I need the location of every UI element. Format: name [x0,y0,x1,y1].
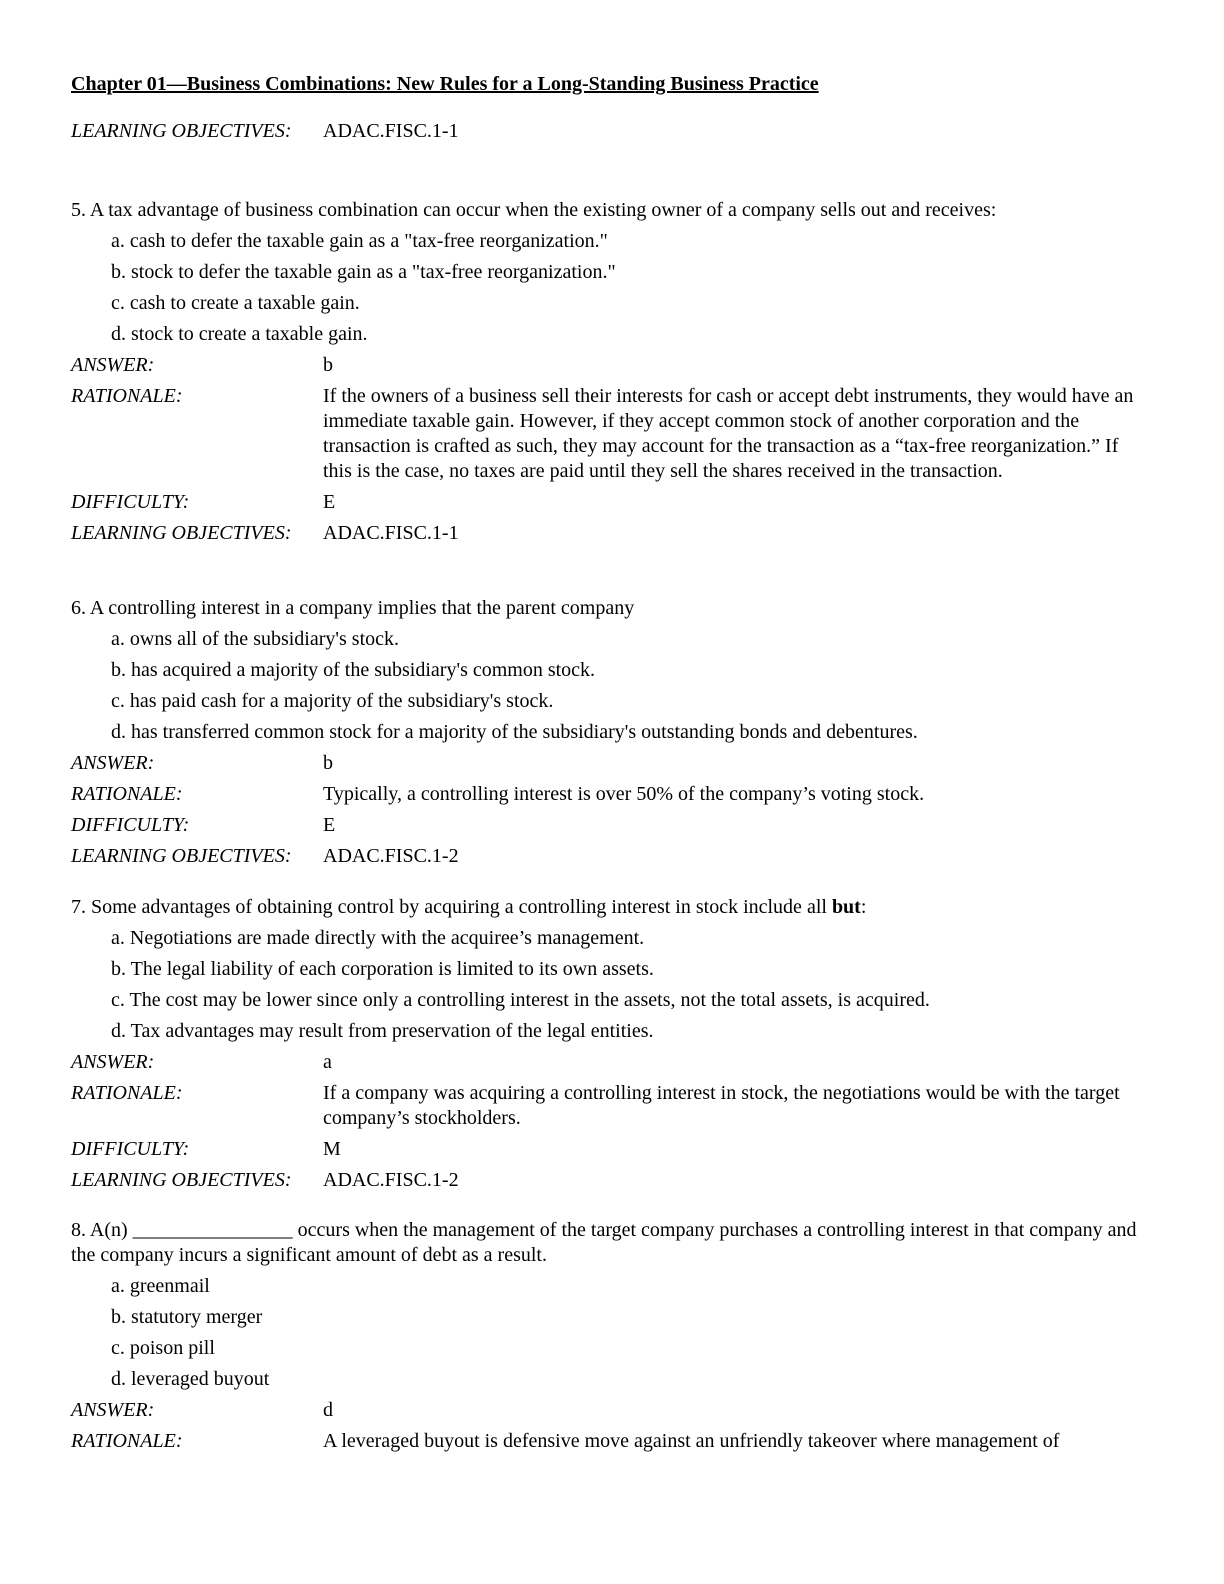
answer-row [71,1398,1141,1423]
answer-row [71,353,1141,378]
option-b: b. has acquired a majority of the subsidiary's common stock. [111,659,596,681]
document-page [71,71,1141,1452]
answer-label: ANSWER: [71,354,155,376]
difficulty-row [71,1137,1141,1162]
option-d: d. has transferred common stock for a majority of the subsidiary's outstanding bonds and debentures. [111,721,918,743]
learning-objectives-value: ADAC.FISC.1-1 [323,120,459,142]
option-d: d. stock to create a taxable gain. [111,323,368,345]
question-6 [71,596,1141,869]
option-b: b. stock to defer the taxable gain as a "tax-free reorganization." [111,261,616,283]
answer-value: a [323,1051,332,1073]
learning-objectives-label: LEARNING OBJECTIVES: [71,522,292,544]
question-meta [71,353,1141,546]
option-a: a. owns all of the subsidiary's stock. [111,628,400,650]
question-meta [71,1398,1141,1454]
difficulty-value: M [323,1138,341,1160]
answer-row [71,751,1141,776]
difficulty-row [71,490,1141,515]
option-c: c. cash to create a taxable gain. [111,292,360,314]
option-c: c. The cost may be lower since only a controlling interest in the assets, not the total assets, is acquired. [111,989,930,1011]
question-stem: 5. A tax advantage of business combination can occur when the existing owner of a company sells out and receives: [71,199,997,221]
difficulty-label: DIFFICULTY: [71,491,190,513]
option-b: b. The legal liability of each corporation is limited to its own assets. [111,958,654,980]
rationale-label: RATIONALE: [71,1430,183,1452]
question-stem: 6. A controlling interest in a company implies that the parent company [71,597,635,619]
difficulty-row [71,813,1141,838]
difficulty-label: DIFFICULTY: [71,1138,190,1160]
rationale-label: RATIONALE: [71,783,183,805]
question-5 [71,198,1141,546]
learning-objectives-label: LEARNING OBJECTIVES: [71,845,292,867]
difficulty-value: E [323,491,336,513]
learning-objectives-row [71,1168,1141,1193]
option-d: d. Tax advantages may result from preservation of the legal entities. [111,1020,654,1042]
question-meta [71,1050,1141,1193]
question-8 [71,1218,1141,1454]
difficulty-label: DIFFICULTY: [71,814,190,836]
answer-label: ANSWER: [71,1399,155,1421]
rationale-value: If the owners of a business sell their interests for cash or accept debt instruments, they would have an immediate taxable gain. However, if they accept common stock of another corporation and the transaction is crafted as such, they may account for the transaction as a “tax-free reorganization.” If this is the case, no taxes are paid until they sell the shares received in the transaction. [323,385,1134,482]
learning-objectives-row [71,521,1141,546]
option-c: c. has paid cash for a majority of the subsidiary's stock. [111,690,554,712]
question-stem [71,895,1141,920]
answer-options [71,1274,1141,1392]
rationale-value: Typically, a controlling interest is over 50% of the company’s voting stock. [323,783,925,805]
option-a: a. cash to defer the taxable gain as a "tax-free reorganization." [111,230,608,252]
option-b: b. statutory merger [111,1306,263,1328]
rationale-label: RATIONALE: [71,1082,183,1104]
answer-value: b [323,752,333,774]
rationale-row [71,1081,1141,1131]
learning-objectives-row [71,844,1141,869]
answer-options [71,229,1141,347]
option-a: a. greenmail [111,1275,210,1297]
learning-objectives-value: ADAC.FISC.1-2 [323,845,459,867]
option-a: a. Negotiations are made directly with the acquiree’s management. [111,927,645,949]
answer-value: d [323,1399,333,1421]
option-d: d. leveraged buyout [111,1368,270,1390]
answer-row [71,1050,1141,1075]
learning-objectives-label: LEARNING OBJECTIVES: [71,120,292,142]
rationale-row [71,1429,1141,1454]
answer-label: ANSWER: [71,752,155,774]
question-stem-text: 7. Some advantages of obtaining control by acquiring a controlling interest in stock include all [71,896,832,918]
question-stem-end: : [860,896,867,918]
question-stem-emphasis: but [831,896,861,918]
answer-label: ANSWER: [71,1051,155,1073]
rationale-value: If a company was acquiring a controlling interest in stock, the negotiations would be with the target company’s stockholders. [323,1082,1120,1129]
answer-value: b [323,354,333,376]
learning-objectives-value: ADAC.FISC.1-1 [323,522,459,544]
learning-objectives-label: LEARNING OBJECTIVES: [71,1169,292,1191]
learning-objectives-value: ADAC.FISC.1-2 [323,1169,459,1191]
question-stem: 8. A(n) ________________ occurs when the management of the target company purchases a controlling interest in that company and the company incurs a significant amount of debt as a result. [71,1219,1137,1266]
answer-options [71,926,1141,1044]
question-7 [71,895,1141,1193]
rationale-value: A leveraged buyout is defensive move against an unfriendly takeover where management of [323,1430,1060,1452]
rationale-row [71,782,1141,807]
rationale-row [71,384,1141,484]
option-c: c. poison pill [111,1337,215,1359]
answer-options [71,627,1141,745]
rationale-label: RATIONALE: [71,385,183,407]
question-meta [71,751,1141,869]
chapter-title: Chapter 01—Business Combinations: New Rules for a Long-Standing Business Practice [71,73,819,95]
difficulty-value: E [323,814,336,836]
chapter-learning-objectives [71,119,1141,144]
